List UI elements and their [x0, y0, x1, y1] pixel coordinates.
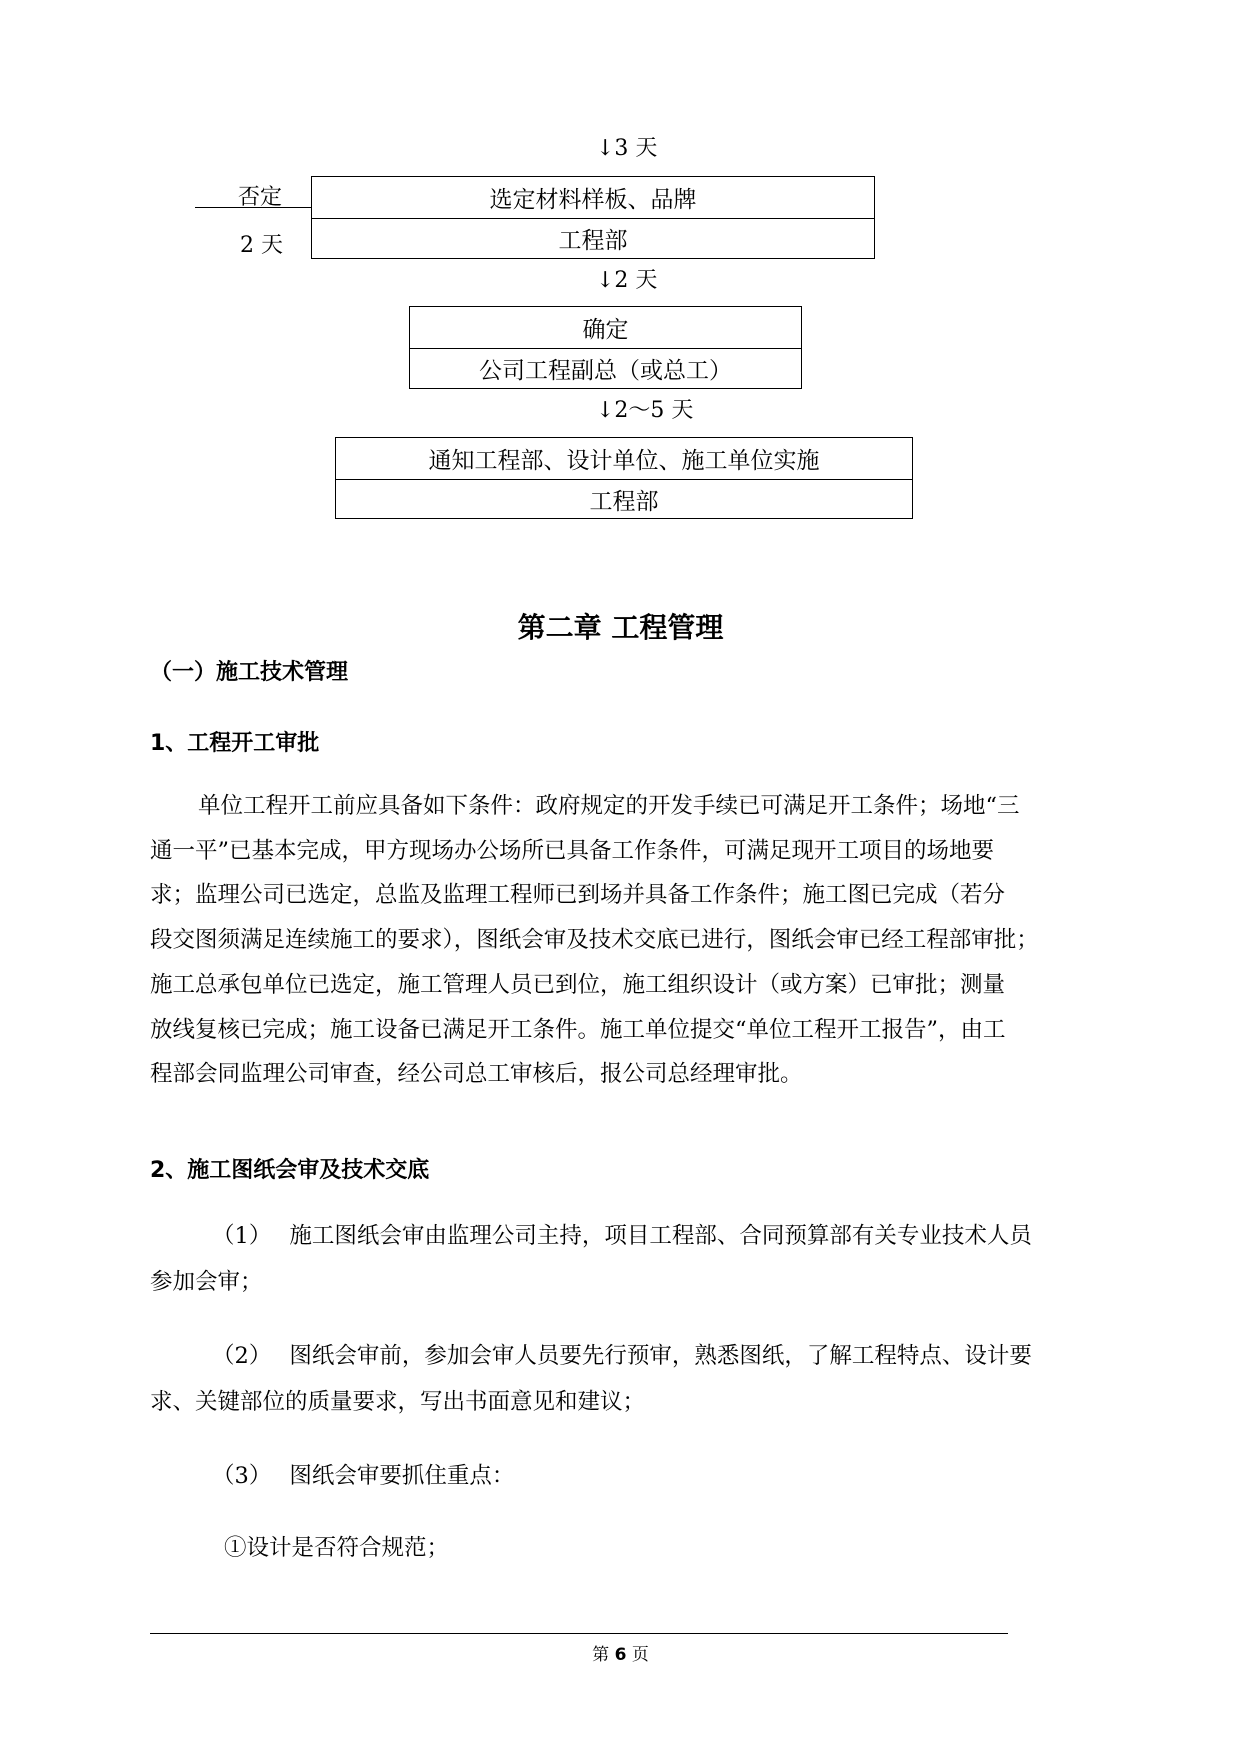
footer-rule	[150, 1633, 1008, 1634]
flow-box-notify	[335, 437, 913, 519]
paragraph-line: 求；监理公司已选定，总监及监理工程师已到场并具备工作条件；施工图已完成（若分	[150, 882, 1006, 909]
footer-prefix: 第	[592, 1645, 610, 1665]
point-1: ①设计是否符合规范；	[224, 1535, 450, 1561]
list-item-number: （1）	[212, 1223, 272, 1249]
paragraph-line: 放线复核已完成；施工设备已满足开工条件。施工单位提交“单位工程开工报告”，由工	[150, 1016, 1006, 1043]
flow-box-select-material-owner: 工程部	[312, 218, 874, 258]
page-number: 6	[614, 1645, 627, 1665]
reject-line	[195, 207, 311, 208]
section-title: （一）施工技术管理	[150, 660, 349, 685]
list-item-number: （2）	[212, 1343, 272, 1369]
flow-box-confirm-owner: 公司工程副总（或总工）	[410, 348, 801, 388]
start-approval-paragraph	[150, 784, 1112, 1097]
list-item-1-line2: 参加会审；	[150, 1269, 263, 1295]
paragraph-line: 单位工程开工前应具备如下条件：政府规定的开发手续已可满足开工条件；场地“三	[198, 793, 1020, 819]
arrow-3-days: ↓3 天	[596, 136, 658, 161]
list-item-1-line1	[212, 1218, 1032, 1250]
flow-box-select-material	[311, 176, 875, 259]
paragraph-line: 段交图须满足连续施工的要求），图纸会审及技术交底已进行，图纸会审已经工程部审批；	[150, 927, 1039, 954]
list-item-3-line1	[212, 1458, 514, 1490]
chapter-title: 第二章 工程管理	[517, 611, 724, 644]
flow-box-confirm-title: 确定	[582, 317, 629, 343]
flow-box-notify-title: 通知工程部、设计单位、施工单位实施	[428, 448, 820, 474]
list-item-text: 图纸会审要抓住重点：	[289, 1463, 515, 1489]
arrow-2-5-days: ↓2～5 天	[596, 398, 694, 423]
subsection-2-title: 2、施工图纸会审及技术交底	[150, 1158, 430, 1183]
reject-days-label: 2 天	[240, 233, 283, 258]
flow-box-notify-owner: 工程部	[336, 479, 912, 518]
list-item-number: （3）	[212, 1463, 272, 1489]
subsection-1-title: 1、工程开工审批	[150, 731, 320, 756]
flow-box-select-material-title: 选定材料样板、品牌	[489, 187, 697, 213]
flow-box-confirm	[409, 306, 802, 389]
footer-suffix: 页	[631, 1645, 649, 1665]
paragraph-line: 通一平”已基本完成，甲方现场办公场所已具备工作条件，可满足现开工项目的场地要	[150, 837, 995, 864]
arrow-2-days: ↓2 天	[596, 268, 658, 293]
page-footer	[0, 1640, 1241, 1665]
reject-label: 否定	[238, 185, 283, 210]
list-item-text: 施工图纸会审由监理公司主持，项目工程部、合同预算部有关专业技术人员	[289, 1223, 1032, 1249]
list-item-text: 图纸会审前，参加会审人员要先行预审，熟悉图纸，了解工程特点、设计要	[289, 1343, 1032, 1369]
list-item-2-line1	[212, 1338, 1032, 1370]
paragraph-line: 程部会同监理公司审查，经公司总工审核后，报公司总经理审批。	[150, 1061, 803, 1088]
list-item-2-line2: 求、关键部位的质量要求，写出书面意见和建议；	[150, 1389, 646, 1415]
paragraph-line: 施工总承包单位已选定，施工管理人员已到位，施工组织设计（或方案）已审批；测量	[150, 971, 1006, 998]
